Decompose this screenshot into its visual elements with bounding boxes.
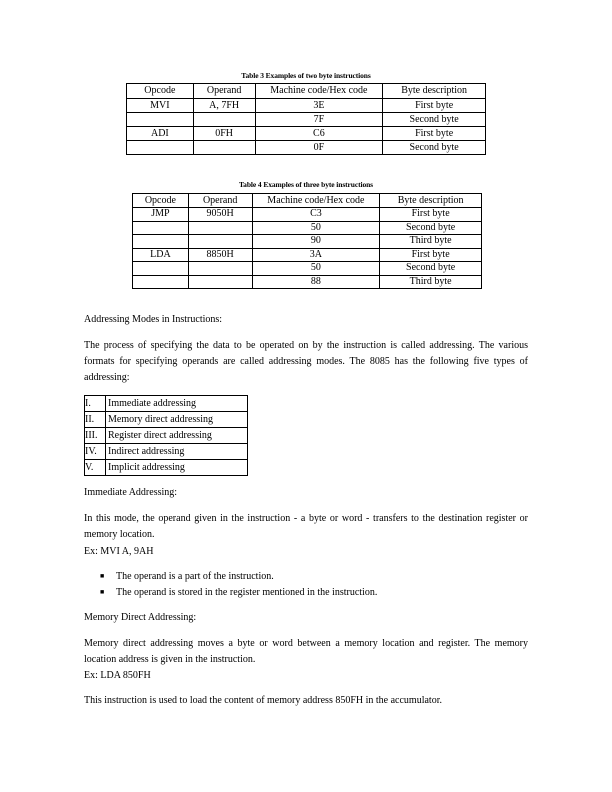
table4 <box>132 193 482 289</box>
addressing-heading: Addressing Modes in Instructions: <box>84 314 223 325</box>
table-row <box>85 460 248 476</box>
table-row <box>133 275 482 289</box>
table-cell: 0F <box>255 141 383 155</box>
mode-number: III. <box>85 428 106 444</box>
table-cell: 90 <box>252 235 380 249</box>
table-row <box>127 99 486 113</box>
bullet-icon: ■ <box>100 588 105 596</box>
table-cell: MVI <box>127 99 194 113</box>
table-cell: 0FH <box>193 127 255 141</box>
table-cell <box>193 113 255 127</box>
table-cell: 50 <box>252 221 380 235</box>
table-cell <box>127 141 194 155</box>
table-cell <box>188 235 252 249</box>
mode-name: Immediate addressing <box>106 396 248 412</box>
header-cell: Machine code/Hex code <box>255 84 383 99</box>
list-item: ■ The operand is a part of the instruction. <box>100 568 377 584</box>
table-cell <box>127 113 194 127</box>
header-cell: Opcode <box>133 194 189 208</box>
mode-name: Memory direct addressing <box>106 412 248 428</box>
memory-direct-body: Memory direct addressing moves a byte or word between a memory location and register. The memory location address is given in the instruction. <box>84 638 528 665</box>
table-cell: Second byte <box>383 141 486 155</box>
table-cell: First byte <box>380 248 482 262</box>
header-cell: Byte description <box>380 194 482 208</box>
addressing-modes-table <box>84 395 248 476</box>
immediate-bullets <box>100 568 377 600</box>
mode-number: I. <box>85 396 106 412</box>
table-row <box>133 262 482 276</box>
table3 <box>126 83 486 155</box>
table-cell: Third byte <box>380 235 482 249</box>
table-cell: JMP <box>133 208 189 222</box>
table-row <box>127 113 486 127</box>
table-cell <box>188 221 252 235</box>
table-cell: LDA <box>133 248 189 262</box>
table-cell: Third byte <box>380 275 482 289</box>
table4-caption: Table 4 Examples of three byte instructions <box>238 180 374 189</box>
table-cell: First byte <box>383 127 486 141</box>
mode-number: II. <box>85 412 106 428</box>
table-cell <box>133 275 189 289</box>
table-cell: First byte <box>380 208 482 222</box>
table-row <box>133 221 482 235</box>
mode-number: IV. <box>85 444 106 460</box>
immediate-body: In this mode, the operand given in the instruction - a byte or word - transfers to the destination register or memory location. <box>84 513 528 540</box>
header-cell: Operand <box>188 194 252 208</box>
mode-name: Register direct addressing <box>106 428 248 444</box>
table-cell: Second byte <box>380 221 482 235</box>
table-cell: A, 7FH <box>193 99 255 113</box>
table-row <box>85 412 248 428</box>
table-row <box>133 248 482 262</box>
table-header-row <box>133 194 482 208</box>
table-cell <box>188 262 252 276</box>
table3-caption: Table 3 Examples of two byte instructions <box>241 71 371 80</box>
table-cell: Second byte <box>380 262 482 276</box>
table-row <box>133 235 482 249</box>
table-cell: Second byte <box>383 113 486 127</box>
header-cell: Byte description <box>383 84 486 99</box>
table-cell: 7F <box>255 113 383 127</box>
table-row <box>127 127 486 141</box>
table-cell: 50 <box>252 262 380 276</box>
immediate-example: Ex: MVI A, 9AH <box>84 546 154 557</box>
table-cell: 9050H <box>188 208 252 222</box>
bullet-icon: ■ <box>100 572 105 580</box>
table-cell <box>133 262 189 276</box>
table-cell: 3E <box>255 99 383 113</box>
memory-direct-note: This instruction is used to load the content of memory address 850FH in the accumulator. <box>84 695 442 706</box>
table-cell: C3 <box>252 208 380 222</box>
table-row <box>85 428 248 444</box>
table-header-row <box>127 84 486 99</box>
table-cell <box>133 235 189 249</box>
list-item: ■ The operand is stored in the register mentioned in the instruction. <box>100 584 377 600</box>
table-cell: 3A <box>252 248 380 262</box>
header-cell: Opcode <box>127 84 194 99</box>
table-row <box>85 396 248 412</box>
mode-name: Implicit addressing <box>106 460 248 476</box>
table-cell: First byte <box>383 99 486 113</box>
table-row <box>85 444 248 460</box>
header-cell: Machine code/Hex code <box>252 194 380 208</box>
table-cell <box>193 141 255 155</box>
immediate-heading: Immediate Addressing: <box>84 487 178 498</box>
table-cell: 88 <box>252 275 380 289</box>
table-cell <box>188 275 252 289</box>
memory-direct-example: Ex: LDA 850FH <box>84 670 151 681</box>
addressing-intro: The process of specifying the data to be operated on by the instruction is called addressing. The various formats for specifying operands are called addressing modes. The 8085 has the following five types of addressing: <box>84 340 528 383</box>
table-cell: ADI <box>127 127 194 141</box>
table-cell <box>133 221 189 235</box>
table-row <box>133 208 482 222</box>
mode-name: Indirect addressing <box>106 444 248 460</box>
mode-number: V. <box>85 460 106 476</box>
table-row <box>127 141 486 155</box>
table-cell: 8850H <box>188 248 252 262</box>
header-cell: Operand <box>193 84 255 99</box>
table-cell: C6 <box>255 127 383 141</box>
memory-direct-heading: Memory Direct Addressing: <box>84 612 197 623</box>
